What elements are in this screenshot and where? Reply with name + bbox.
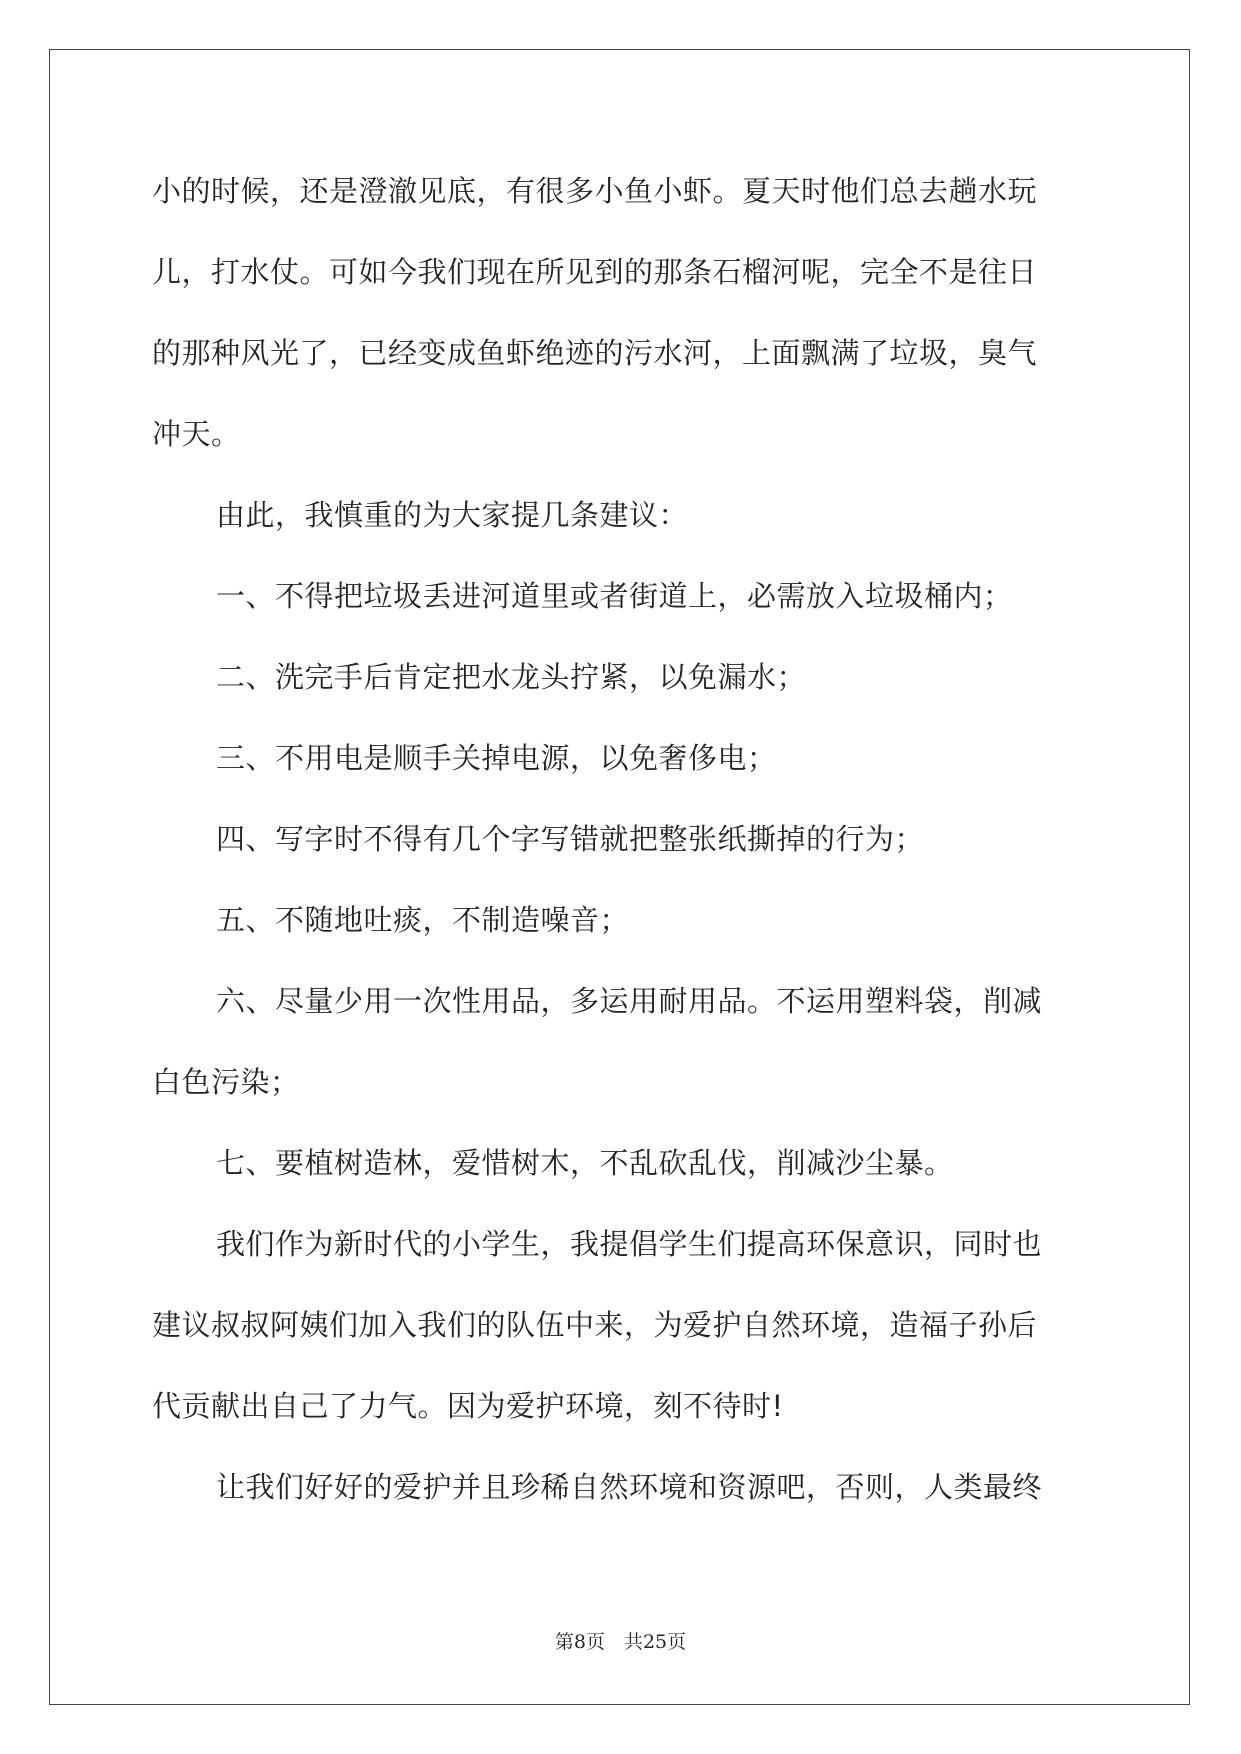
text-line: 五、不随地吐痰，不制造噪音；	[216, 903, 630, 937]
text-line: 小的时候，还是澄澈见底，有很多小鱼小虾。夏天时他们总去趟水玩	[152, 174, 1038, 208]
text-line: 冲天。	[152, 417, 241, 451]
text-line: 六、尽量少用一次性用品，多运用耐用品。不运用塑料袋，削减	[216, 984, 1043, 1018]
text-line: 二、洗完手后肯定把水龙头拧紧，以免漏水；	[216, 660, 807, 694]
text-line: 儿，打水仗。可如今我们现在所见到的那条石榴河呢，完全不是往日	[152, 255, 1038, 289]
text-line: 让我们好好的爱护并且珍稀自然环境和资源吧，否则，人类最终	[216, 1470, 1043, 1504]
text-line: 七、要植树造林，爱惜树木，不乱砍乱伐，削减沙尘暴。	[216, 1146, 954, 1180]
text-line: 代贡献出自己了力气。因为爱护环境，刻不待时!	[152, 1389, 784, 1423]
text-line: 白色污染；	[152, 1065, 300, 1099]
text-line: 的那种风光了，已经变成鱼虾绝迹的污水河，上面飘满了垃圾，臭气	[152, 336, 1038, 370]
text-line: 由此，我慎重的为大家提几条建议：	[216, 498, 689, 532]
page-number-footer: 第8页 共25页	[554, 1631, 687, 1653]
page-border	[49, 49, 1190, 1705]
text-line: 一、不得把垃圾丢进河道里或者街道上，必需放入垃圾桶内；	[216, 579, 1013, 613]
text-line: 四、写字时不得有几个字写错就把整张纸撕掉的行为；	[216, 822, 925, 856]
text-line: 三、不用电是顺手关掉电源，以免奢侈电；	[216, 741, 777, 775]
text-line: 我们作为新时代的小学生，我提倡学生们提高环保意识，同时也	[216, 1227, 1043, 1261]
text-line: 建议叔叔阿姨们加入我们的队伍中来，为爱护自然环境，造福子孙后	[152, 1308, 1038, 1342]
